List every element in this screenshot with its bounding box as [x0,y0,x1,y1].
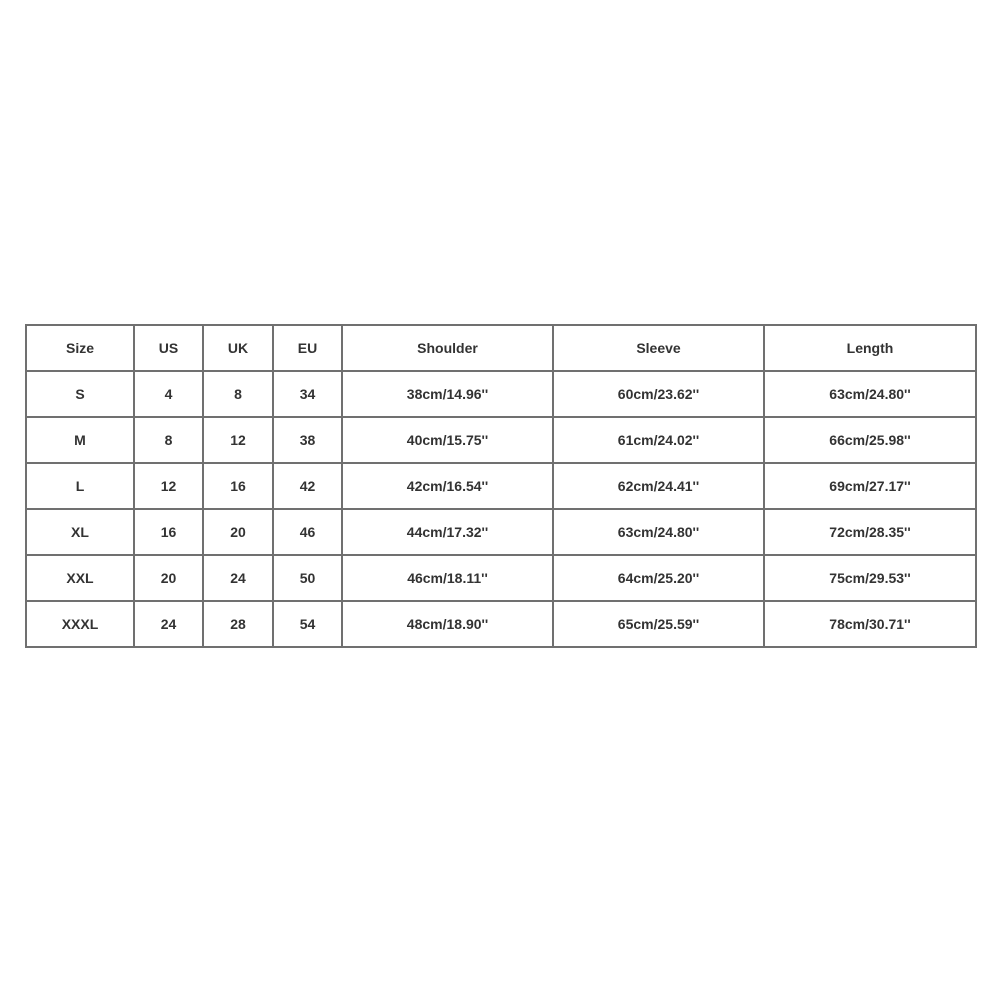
cell-size: S [26,371,134,417]
header-eu: EU [273,325,342,371]
cell-eu: 54 [273,601,342,647]
cell-sleeve: 64cm/25.20'' [553,555,764,601]
size-chart-table [25,324,977,648]
table-row [26,371,976,417]
cell-shoulder: 44cm/17.32'' [342,509,553,555]
table-row [26,601,976,647]
cell-uk: 12 [203,417,273,463]
cell-us: 16 [134,509,203,555]
header-length: Length [764,325,976,371]
header-size: Size [26,325,134,371]
cell-uk: 16 [203,463,273,509]
cell-eu: 50 [273,555,342,601]
table-row [26,555,976,601]
cell-size: XXXL [26,601,134,647]
table-row [26,509,976,555]
cell-us: 4 [134,371,203,417]
cell-size: L [26,463,134,509]
cell-eu: 46 [273,509,342,555]
cell-eu: 38 [273,417,342,463]
cell-sleeve: 62cm/24.41'' [553,463,764,509]
cell-sleeve: 60cm/23.62'' [553,371,764,417]
cell-us: 20 [134,555,203,601]
header-row [26,325,976,371]
cell-shoulder: 48cm/18.90'' [342,601,553,647]
header-shoulder: Shoulder [342,325,553,371]
cell-length: 66cm/25.98'' [764,417,976,463]
cell-length: 69cm/27.17'' [764,463,976,509]
cell-eu: 34 [273,371,342,417]
cell-eu: 42 [273,463,342,509]
cell-shoulder: 40cm/15.75'' [342,417,553,463]
cell-us: 24 [134,601,203,647]
cell-shoulder: 42cm/16.54'' [342,463,553,509]
cell-us: 8 [134,417,203,463]
cell-sleeve: 61cm/24.02'' [553,417,764,463]
header-uk: UK [203,325,273,371]
cell-length: 63cm/24.80'' [764,371,976,417]
cell-size: XL [26,509,134,555]
cell-uk: 28 [203,601,273,647]
table-row [26,417,976,463]
cell-uk: 20 [203,509,273,555]
cell-shoulder: 38cm/14.96'' [342,371,553,417]
table-row [26,463,976,509]
cell-length: 75cm/29.53'' [764,555,976,601]
cell-size: XXL [26,555,134,601]
cell-size: M [26,417,134,463]
header-us: US [134,325,203,371]
cell-shoulder: 46cm/18.11'' [342,555,553,601]
cell-length: 72cm/28.35'' [764,509,976,555]
cell-sleeve: 65cm/25.59'' [553,601,764,647]
cell-length: 78cm/30.71'' [764,601,976,647]
cell-uk: 24 [203,555,273,601]
cell-sleeve: 63cm/24.80'' [553,509,764,555]
cell-uk: 8 [203,371,273,417]
cell-us: 12 [134,463,203,509]
header-sleeve: Sleeve [553,325,764,371]
